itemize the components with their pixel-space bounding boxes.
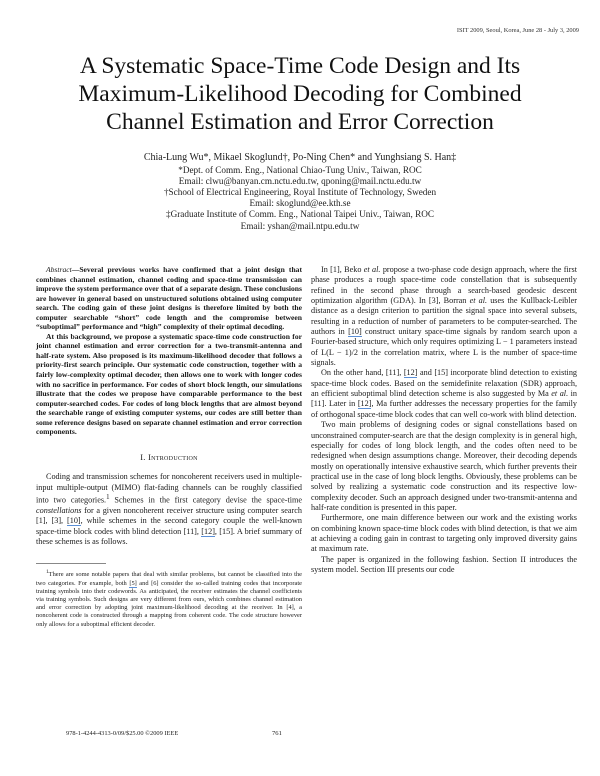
- paper-title: [40, 52, 560, 136]
- body-paragraph: [311, 265, 577, 368]
- section-heading-introduction: I. Introduction: [140, 452, 198, 462]
- conference-header: ISIT 2009, Seoul, Korea, June 28 - July 3, 2009: [456, 27, 579, 34]
- footnote-mark: 1: [106, 493, 110, 501]
- text-run: Schemes in the first category devise the space-time: [109, 495, 302, 505]
- page-number: 761: [272, 730, 282, 737]
- abstract-paragraph: At this background, we propose a systematic space-time code construction for joint channel estimation and error correction for a two-transmit-antenna and half-rate system. Also proposed is its maximum-likelihood decoder that follows a priority-first search principle. Our systematic code construction, together with a fairly low-complexity optimal decoder, then allows one to work with longer codes with no sacrifice in performance. For codes of short block length, our simulations illustrate that the codes we propose have comparable performance to the best computer-searched codes. For codes of long block lengths that are almost beyond the searchable range of existing computer systems, our codes are still better than some reference designs based on separate channel estimation and error correction components.: [36, 331, 302, 437]
- text-run: and [6] consider the so-called training codes that incorporate training symbols into their codewords. As anticipated, the receiver estimates the channel coefficients via training symbols. Such designs are very different from ours, which combines channel estimation and error correction by adopting joint maximum-likelihood decoding at the receiver. In [4], a noncoherent code is constructed through a mapping from coherent code. The code structure however only allows for a suboptimal efficient decoder.: [36, 579, 302, 628]
- right-column: [311, 265, 577, 575]
- author-block: [60, 152, 540, 232]
- text-run: et al.: [469, 296, 488, 306]
- email: Email: yshan@mail.ntpu.edu.tw: [240, 220, 360, 231]
- text-run: On the other hand, [11],: [321, 368, 404, 378]
- text-run: et al.: [363, 265, 381, 274]
- abstract-label: Abstract: [46, 265, 72, 274]
- affiliation: ‡Graduate Institute of Comm. Eng., National Taipei Univ., Taiwan, ROC: [166, 209, 434, 220]
- citation-link[interactable]: [5]: [129, 579, 137, 587]
- body-paragraph: Two main problems of designing codes or signal constellations based on unconstrained computer-search are that the design complexity is in general high, especially for codes of long block length, and the codes often need to be redesigned when design assumptions change. Moreover, their decoding depends mostly on operationally intensive exhaustive search, which further prevents their practical use in the case of long block lengths. Obviously, these problems can be solved by realizing a systematic code construction and its respective low-complexity decoder. Such an approach designed under two-transmit-antenna and half-rate condition is presented in this paper.: [311, 420, 577, 512]
- text-run: uses the Kullback-Leibler distance as a design criterion to partition the signal space into several subsets, resulting in a reduction of number of parameters to be computer-searched. The authors in: [311, 296, 578, 337]
- text-run: in [11]. Later in: [311, 389, 578, 409]
- text-run: constellations: [36, 505, 82, 515]
- footnote: [36, 568, 302, 629]
- body-paragraph: [311, 368, 577, 420]
- text-run: , Ma further addresses the necessary properties for the family of orthogonal space-time block codes that can well co-work with blind detection.: [311, 399, 577, 419]
- abstract-text: —Several previous works have confirmed that a joint design that combines channel estimation, channel coding and space-time transmission can improve the system performance over that of a separate design. These conclusions are however in general based on unstructured solutions obtained using computer search. The coding gain of these joint designs is therefore limited by both the computer searchable “short” code length and the compromise between “suboptimal” performance and “high” complexity of their optimal decoding.: [36, 265, 302, 332]
- citation-link[interactable]: [12]: [403, 368, 418, 378]
- title-line: Maximum-Likelihood Decoding for Combined: [78, 81, 522, 107]
- text-run: and [15] incorporate blind detection to existing space-time block codes. Based on the semidefinite relaxation (SDR) approach, an efficient suboptimal blind detection scheme is also suggested by Ma: [311, 368, 578, 399]
- title-line: Channel Estimation and Error Correction: [106, 109, 494, 135]
- abstract: [36, 265, 302, 437]
- body-paragraph: Furthermore, one main difference between our work and the existing works on combining known space-time block codes with blind detection, is that we aim at achieving a coding gain in contrast to targeting only improved diversity gains at maximum rate.: [311, 513, 577, 554]
- text-run: et al.: [551, 389, 569, 399]
- text-run: propose a two-phase code design approach, where the first phase produces a rough space-time code constellation that is subsequently refined in the second phase through a search-based geodesic descent optimization algorithm (GDA). In [3], Borran: [311, 265, 577, 306]
- footnote-divider: [36, 563, 106, 564]
- text-run: , [15]. A brief summary of these schemes is as follows.: [36, 526, 302, 546]
- text-run: Coding and transmission schemes for noncoherent receivers used in multiple-input multiple-output (MIMO) flat-fading channels can be roughly classified into two categories.: [36, 472, 302, 505]
- citation-link[interactable]: [10]: [348, 327, 362, 337]
- title-line: A Systematic Space-Time Code Design and Its: [79, 53, 521, 79]
- text-run: for a given noncoherent receiver structure using computer search [1], [3],: [36, 505, 302, 526]
- copyright-footer: 978-1-4244-4313-0/09/$25.00 ©2009 IEEE: [66, 730, 179, 737]
- text-run: , while schemes in the second category couple the well-known space-time block codes with blind detection [11],: [36, 516, 302, 536]
- email: Email: clwu@banyan.cm.nctu.edu.tw, qponing@mail.nctu.edu.tw: [178, 175, 422, 186]
- text-run: There are some notable papers that deal with similar problems, but cannot be classified into the two categories. For example, both: [36, 571, 302, 587]
- email: Email: skoglund@ee.kth.se: [249, 198, 351, 209]
- affiliation: †School of Electrical Engineering, Royal Institute of Technology, Sweden: [163, 186, 437, 197]
- left-column: [36, 265, 302, 629]
- citation-link[interactable]: [10]: [67, 516, 81, 526]
- abstract-paragraph: [36, 265, 302, 332]
- footnote-mark: 1: [46, 569, 49, 576]
- citation-link[interactable]: [12]: [201, 526, 215, 536]
- citation-link[interactable]: [12]: [357, 399, 372, 409]
- text-run: In [1], Beko: [321, 265, 364, 274]
- body-paragraph: [36, 472, 302, 547]
- text-run: construct unitary space-time signals by random search upon a Fourier-based structure, which only requires optimizing L − 1 parameters instead of L(L − 1)/2 in the correlation matrix, where L is the number of space-time signals.: [311, 327, 577, 368]
- author-names: Chia-Lung Wu*, Mikael Skoglund†, Po-Ning Chen* and Yunghsiang S. Han‡: [143, 152, 457, 163]
- body-paragraph: The paper is organized in the following fashion. Section II introduces the system model. Section III presents our code: [311, 554, 577, 574]
- affiliation: *Dept. of Comm. Eng., National Chiao-Tung Univ., Taiwan, ROC: [178, 164, 422, 175]
